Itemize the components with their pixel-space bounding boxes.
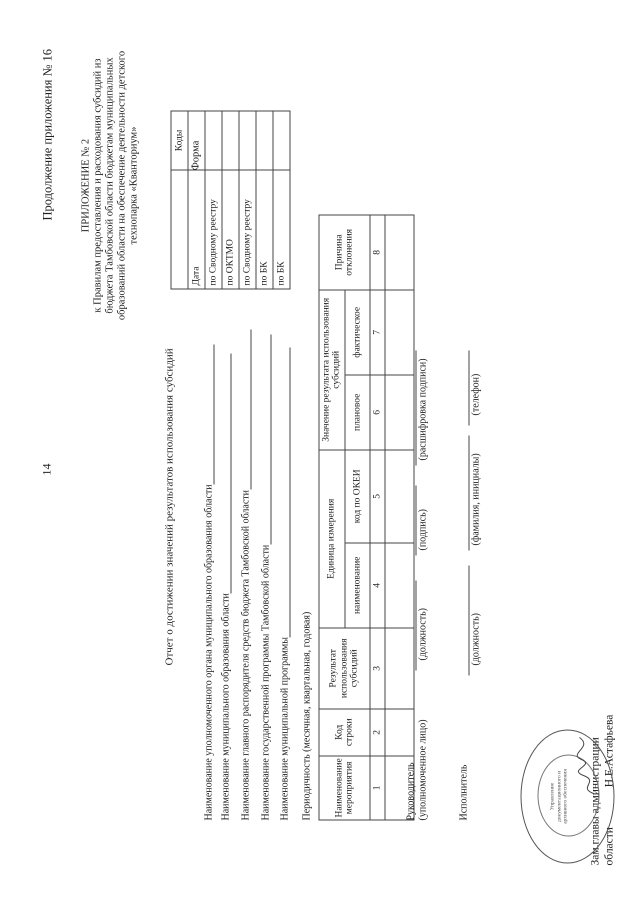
codes-row-label: по Сводному реестру xyxy=(239,170,256,289)
field-state-program: Наименование государственной программы Тамбовской области xyxy=(260,334,271,820)
column-number: 7 xyxy=(370,289,385,374)
appendix-line: к Правилам предоставления и расходования субсидий из xyxy=(92,57,104,313)
data-cell xyxy=(385,374,414,449)
codes-value-cell xyxy=(222,111,239,170)
data-cell xyxy=(385,542,414,627)
fill-line xyxy=(279,347,290,637)
stamp-text: Управление документационного и архивного обеспечения xyxy=(549,768,569,824)
data-cell xyxy=(385,289,414,374)
appendix-line: образований области на обеспечение деятельности детского xyxy=(116,50,128,320)
fill-line xyxy=(220,353,231,593)
report-title: Отчет о достижении значений результатов использования субсидий xyxy=(163,347,175,665)
codes-value-cell xyxy=(273,111,290,170)
codes-row-label: по Сводному реестру xyxy=(205,170,222,289)
column-number: 3 xyxy=(370,627,385,708)
codes-value-cell xyxy=(239,111,256,170)
fill-line xyxy=(203,344,214,484)
column-number: 6 xyxy=(370,374,385,449)
signature-line xyxy=(415,350,416,465)
signature-line xyxy=(468,350,469,425)
codes-table xyxy=(170,110,290,289)
header-deviation-reason: Причина отклонения xyxy=(319,214,370,289)
field-municipality: Наименование муниципального образования области xyxy=(220,353,231,820)
codes-row-label: по БК xyxy=(273,170,290,289)
results-table xyxy=(318,214,414,820)
page-number: 14 xyxy=(39,463,53,475)
header-value-plan: плановое xyxy=(344,374,370,449)
header-value-fact: фактическое xyxy=(344,289,370,374)
appendix-title: ПРИЛОЖЕНИЕ № 2 xyxy=(80,138,91,232)
data-cell xyxy=(385,627,414,708)
phone-caption: (телефон) xyxy=(470,373,481,415)
header-unit-okei: код по ОКЕИ xyxy=(344,449,370,542)
signature-line xyxy=(468,565,469,675)
signature-line xyxy=(415,485,416,555)
signature-line xyxy=(468,435,469,550)
header-row-code: Код строки xyxy=(319,708,370,755)
fill-line xyxy=(240,329,251,489)
field-chief-administrator: Наименование главного распорядителя средств бюджета Тамбовской области xyxy=(240,329,251,820)
fill-line xyxy=(260,334,271,544)
approval-area-label: области xyxy=(603,826,615,865)
appendix-line: технопарка «Кванториум» xyxy=(128,126,140,244)
header-unit: Единица измерения xyxy=(319,449,345,627)
data-cell xyxy=(385,214,414,289)
head-label: Руководитель xyxy=(405,761,416,820)
appendix-continuation: Продолжение приложения № 16 xyxy=(40,48,54,220)
field-municipal-program: Наименование муниципальной программы xyxy=(279,347,290,820)
head-sublabel: (уполномоченное лицо) xyxy=(417,718,428,820)
approval-name: Н.Е.Астафьева xyxy=(603,714,615,787)
column-number: 2 xyxy=(370,708,385,755)
header-unit-name: наименование xyxy=(344,542,370,627)
field-authorized-body: Наименование уполномоченного органа муниципального образования области xyxy=(203,344,214,820)
header-result: Результат использования субсидий xyxy=(319,627,370,708)
codes-value-cell xyxy=(205,111,222,170)
codes-row-label: Дата xyxy=(188,170,205,289)
column-number: 8 xyxy=(370,214,385,289)
header-value: Значение результата использования субсидий xyxy=(319,289,345,449)
executor-position-caption: (должность) xyxy=(470,612,481,665)
decoding-caption: (расшифровка подписи) xyxy=(417,357,428,460)
codes-row-label: по ОКТМО xyxy=(222,170,239,289)
column-number: 1 xyxy=(370,755,385,819)
codes-empty-cell xyxy=(171,170,188,289)
appendix-header xyxy=(80,35,140,335)
approval-position: Зам.главы администрации xyxy=(589,736,601,865)
codes-header: Коды xyxy=(171,111,188,170)
codes-row-label: по БК xyxy=(256,170,273,289)
header-event-name: Наименование мероприятия xyxy=(319,755,370,819)
field-periodicity: Периодичность (месячная, квартальная, годовая) xyxy=(301,611,312,820)
executor-name-caption: (фамилия, инициалы) xyxy=(470,452,481,545)
handwritten-signature xyxy=(573,735,601,795)
appendix-line: бюджета Тамбовской области бюджетам муниципальных xyxy=(104,56,116,314)
executor-label: Исполнитель xyxy=(458,764,469,820)
signature-line xyxy=(415,580,416,670)
codes-value-cell xyxy=(188,111,205,170)
column-number: 5 xyxy=(370,449,385,542)
signature-caption: (подпись) xyxy=(417,508,428,550)
codes-value-cell xyxy=(256,111,273,170)
position-caption: (должность) xyxy=(417,607,428,660)
data-cell xyxy=(385,449,414,542)
data-cell xyxy=(385,708,414,755)
form-label: Форма xyxy=(190,140,201,170)
column-number: 4 xyxy=(370,542,385,627)
